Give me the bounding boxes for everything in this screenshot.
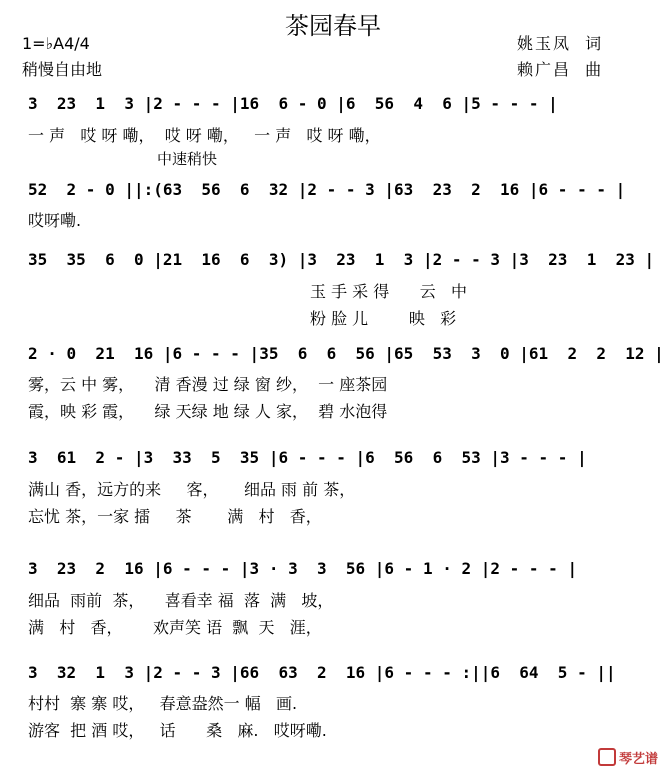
key-signature: 1=♭A4/4 [22,34,90,53]
watermark-text: 琴艺谱 [618,752,658,767]
lyric-line: 一 声 哎 呀 嘞， 哎 呀 嘞， 一 声 哎 呀 嘞， [28,126,381,145]
notation-row: 3 61 2 - |3 33 5 35 |6 - - - |6 56 6 53 |3 - - - | [28,448,587,467]
lyric-line: 满山 香，远方的来 客， 细品 雨 前 茶， [28,480,356,499]
notation-row: 2 · 0 21 16 |6 - - - |35 6 6 56 |65 53 3 0 |61 2 2 12 | [28,344,664,363]
tempo-change-marking: 中速稍快 [157,150,218,168]
score-title: 茶园春早 [285,12,381,40]
watermark-logo-icon [598,748,616,766]
lyric-line: 玉 手 采 得 云 中 [310,282,468,301]
lyricist-credit: 姚玉凤 词 [517,34,604,53]
lyric-line: 忘忧 茶，一家 擂 茶 满 村 香， [28,507,322,526]
notation-row: 52 2 - 0 ||:(63 56 6 32 |2 - - 3 |63 23 2 16 |6 - - - | [28,180,626,199]
notation-row: 3 23 2 16 |6 - - - |3 · 3 3 56 |6 - 1 · 2 |2 - - - | [28,559,578,578]
lyric-line: 雾，云 中 雾， 清 香漫 过 绿 窗 纱， 一 座茶园 [28,375,388,394]
notation-row: 3 32 1 3 |2 - - 3 |66 63 2 16 |6 - - - :||6 64 5 - || [28,663,616,682]
composer-credit: 赖广昌 曲 [517,60,604,79]
lyric-line: 村村 寨 寨 哎， 春意盎然一 幅 画. [28,694,298,713]
lyric-line: 哎呀嘞. [28,211,82,230]
site-watermark [589,735,658,766]
lyric-line: 满 村 香， 欢声笑 语 飘 天 涯， [28,618,322,637]
notation-row: 3 23 1 3 |2 - - - |16 6 - 0 |6 56 4 6 |5 - - - | [28,94,558,113]
lyric-line: 粉 脸 儿 映 彩 [310,309,457,328]
lyric-line: 细品 雨前 茶， 喜看幸 福 落 满 坡， [28,591,334,610]
tempo-marking: 稍慢自由地 [22,60,103,79]
notation-row: 35 35 6 0 |21 16 6 3) |3 23 1 3 |2 - - 3 |3 23 1 23 | [28,250,655,269]
lyric-line: 霞，映 彩 霞， 绿 天绿 地 绿 人 家， 碧 水泡得 [28,402,388,421]
lyric-line: 游客 把 酒 哎， 话 桑 麻. 哎呀嘞. [28,721,327,740]
